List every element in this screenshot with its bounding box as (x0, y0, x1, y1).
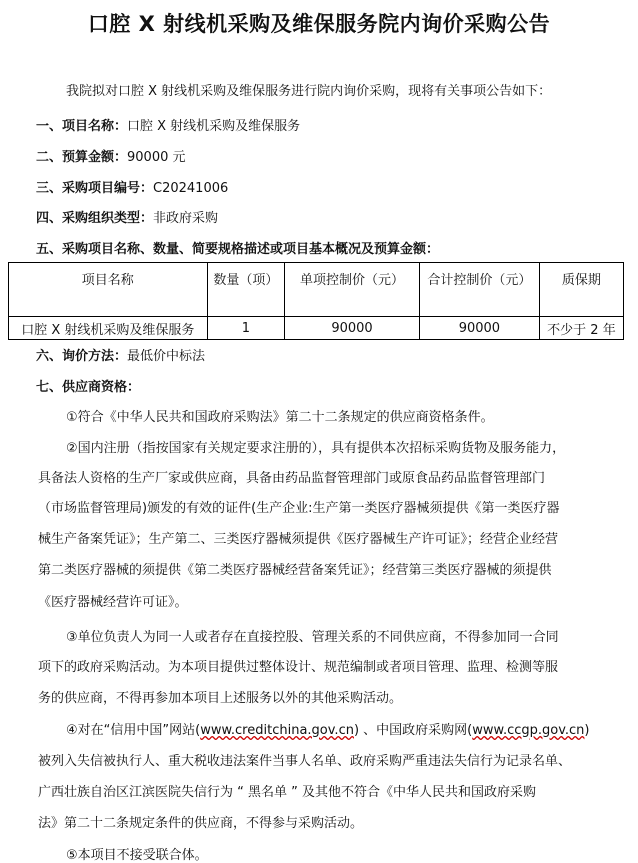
project-table (8, 262, 624, 340)
section-project-overview (36, 238, 439, 257)
section-budget (36, 146, 186, 165)
section-value: 口腔 X 射线机采购及维保服务 (127, 119, 301, 134)
qualification-4-line: 广西壮族自治区江滨医院失信行为 “ 黑名单 ” 及其他不符合《中华人民共和国政府采购 (38, 785, 536, 800)
section-value: 最低价中标法 (127, 349, 206, 364)
qualification-4-line: 被列入失信被执行人、重大税收违法案件当事人名单、政府采购严重违法失信行为记录名单、 (38, 754, 572, 769)
qualification-2-line: 具备法人资格的生产厂家或供应商，具备由药品监督管理部门或原食品药品监督管理部门 (38, 471, 546, 486)
table-header-row (9, 263, 624, 317)
section-value: C20241006 (153, 181, 229, 196)
section-value: 非政府采购 (153, 211, 219, 226)
ccgp-link[interactable]: www.ccgp.gov.cn (472, 723, 585, 738)
q4-text: ④对在“信用中国”网站( (66, 723, 201, 738)
section-label: 二、预算金额： (36, 150, 128, 165)
section-value: 90000 元 (127, 150, 186, 165)
qualification-4-line: 法》第二十二条规定条件的供应商，不得参与采购活动。 (38, 816, 364, 831)
q4-text: ) (584, 723, 590, 738)
qualification-1: ①符合《中华人民共和国政府采购法》第二十二条规定的供应商资格条件。 (66, 410, 494, 425)
section-label: 一、项目名称： (36, 119, 128, 134)
table-cell: 90000 (285, 317, 420, 340)
section-project-number (36, 177, 228, 196)
qualification-3-line: ③单位负责人为同一人或者存在直接控股、管理关系的不同供应商，不得参加同一合同 (66, 630, 559, 645)
section-project-name (36, 115, 300, 134)
q4-text: ) 、中国政府采购网( (353, 723, 473, 738)
qualification-2-line: ②国内注册（指按国家有关规定要求注册的），具有提供本次招标采购货物及服务能力， (66, 441, 566, 456)
section-label: 四、采购组织类型： (36, 211, 154, 226)
table-row (9, 317, 624, 340)
section-label: 五、采购项目名称、数量、简要规格描述或项目基本概况及预算金额： (36, 242, 440, 257)
table-cell: 90000 (419, 317, 539, 340)
creditchina-link[interactable]: www.creditchina.gov.cn (200, 723, 354, 738)
qualification-3-line: 务的供应商，不得再参加本项目上述服务以外的其他采购活动。 (38, 691, 403, 706)
table-cell: 口腔 X 射线机采购及维保服务 (9, 317, 208, 340)
qualification-2-line: 械生产备案凭证》；生产第二、三类医疗器械须提供《医疗器械生产许可证》；经营企业经营 (38, 532, 559, 547)
page-title: 口腔 X 射线机采购及维保服务院内询价采购公告 (87, 12, 551, 36)
section-label: 三、采购项目编号： (36, 181, 154, 196)
section-organization-type (36, 207, 218, 226)
section-qualifications (36, 376, 140, 395)
table-cell: 不少于 2 年 (539, 317, 623, 340)
table-header-cell: 质保期 (539, 263, 623, 317)
table-cell: 1 (207, 317, 285, 340)
intro-text: 我院拟对口腔 X 射线机采购及维保服务进行院内询价采购，现将有关事项公告如下： (66, 84, 552, 99)
qualification-2-line: 第二类医疗器械的须提供《第二类医疗器械经营备案凭证》；经营第三类医疗器械的须提供 (38, 563, 552, 578)
table-header-cell: 单项控制价（元） (285, 263, 420, 317)
qualification-5: ⑤本项目不接受联合体。 (66, 848, 208, 863)
qualification-2-line: 《医疗器械经营许可证》。 (38, 595, 188, 610)
table-header-cell: 项目名称 (9, 263, 208, 317)
section-label: 六、询价方法： (36, 349, 128, 364)
section-inquiry-method (36, 345, 205, 364)
qualification-2-line: （市场监督管理局)颁发的有效的证件(生产企业:生产第一类医疗器械须提供《第一类医疗器 (38, 501, 560, 516)
qualification-4-line (66, 719, 590, 738)
section-label: 七、供应商资格： (36, 380, 141, 395)
table-header-cell: 数量（项） (207, 263, 285, 317)
table-header-cell: 合计控制价（元） (419, 263, 539, 317)
qualification-3-line: 项下的政府采购活动。为本项目提供过整体设计、规范编制或者项目管理、监理、检测等服 (38, 660, 559, 675)
